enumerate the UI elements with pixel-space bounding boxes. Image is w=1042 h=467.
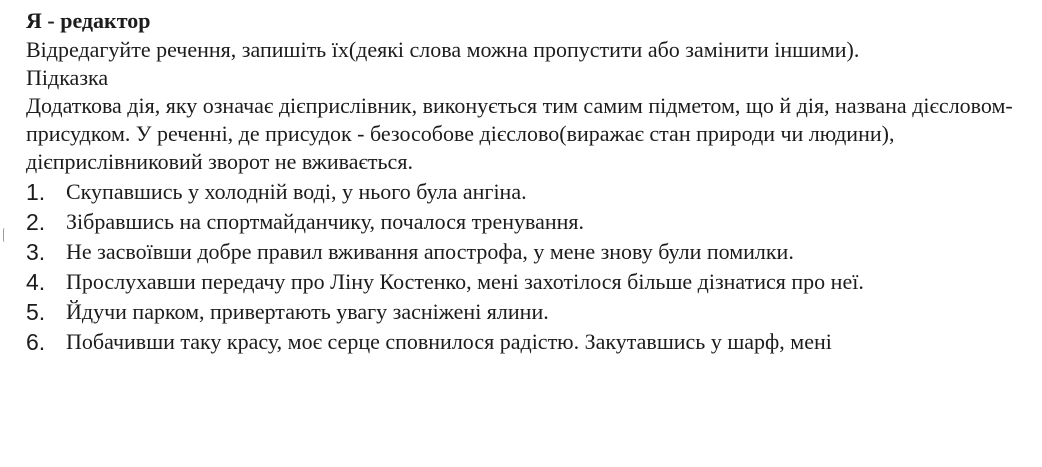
- margin-mark: [3, 228, 8, 242]
- item-text: Не засвоївши добре правил вживання апострофа, у мене знову були помилки.: [66, 239, 794, 264]
- instruction-text: Відредагуйте речення, запишіть їх(деякі слова можна пропустити або замінити іншими).: [26, 37, 860, 62]
- exercise-title: [26, 6, 1026, 36]
- list-item: [26, 178, 1026, 206]
- hint-label: Підказка: [26, 65, 109, 90]
- list-item: [26, 268, 1026, 296]
- item-number: 5.: [26, 299, 46, 325]
- sentence-list: [26, 178, 1026, 356]
- list-item: [26, 298, 1026, 326]
- list-item: [26, 238, 1026, 266]
- item-text: Побачивши таку красу, моє серце сповнилося радістю. Закутавшись у шарф, мені: [66, 329, 832, 354]
- item-number: 6.: [26, 329, 46, 355]
- item-text: Йдучи парком, привертають увагу засніжені ялини.: [66, 299, 549, 324]
- item-number: 1.: [26, 179, 46, 205]
- list-item: [26, 208, 1026, 236]
- item-number: 2.: [26, 209, 46, 235]
- item-text: Прослухавши передачу про Ліну Костенко, мені захотілося більше дізнатися про неї.: [66, 269, 864, 294]
- hint-text: Додаткова дія, яку означає дієприслівник, виконується тим самим підметом, що й дія, названа дієсловом-присудком. У реченні, де присудок - безособове дієслово(виражає стан природи чи людини), дієприслівниковий зворот не вживається.: [26, 93, 1013, 174]
- item-text: Скупавшись у холодній воді, у нього була ангіна.: [66, 179, 527, 204]
- title-main: Я: [26, 8, 42, 33]
- exercise-page: [26, 6, 1026, 358]
- item-number: 4.: [26, 269, 46, 295]
- item-number: 3.: [26, 239, 46, 265]
- item-text: Зібравшись на спортмайданчику, почалося тренування.: [66, 209, 585, 234]
- title-rest: - редактор: [41, 8, 151, 33]
- list-item: [26, 328, 1026, 356]
